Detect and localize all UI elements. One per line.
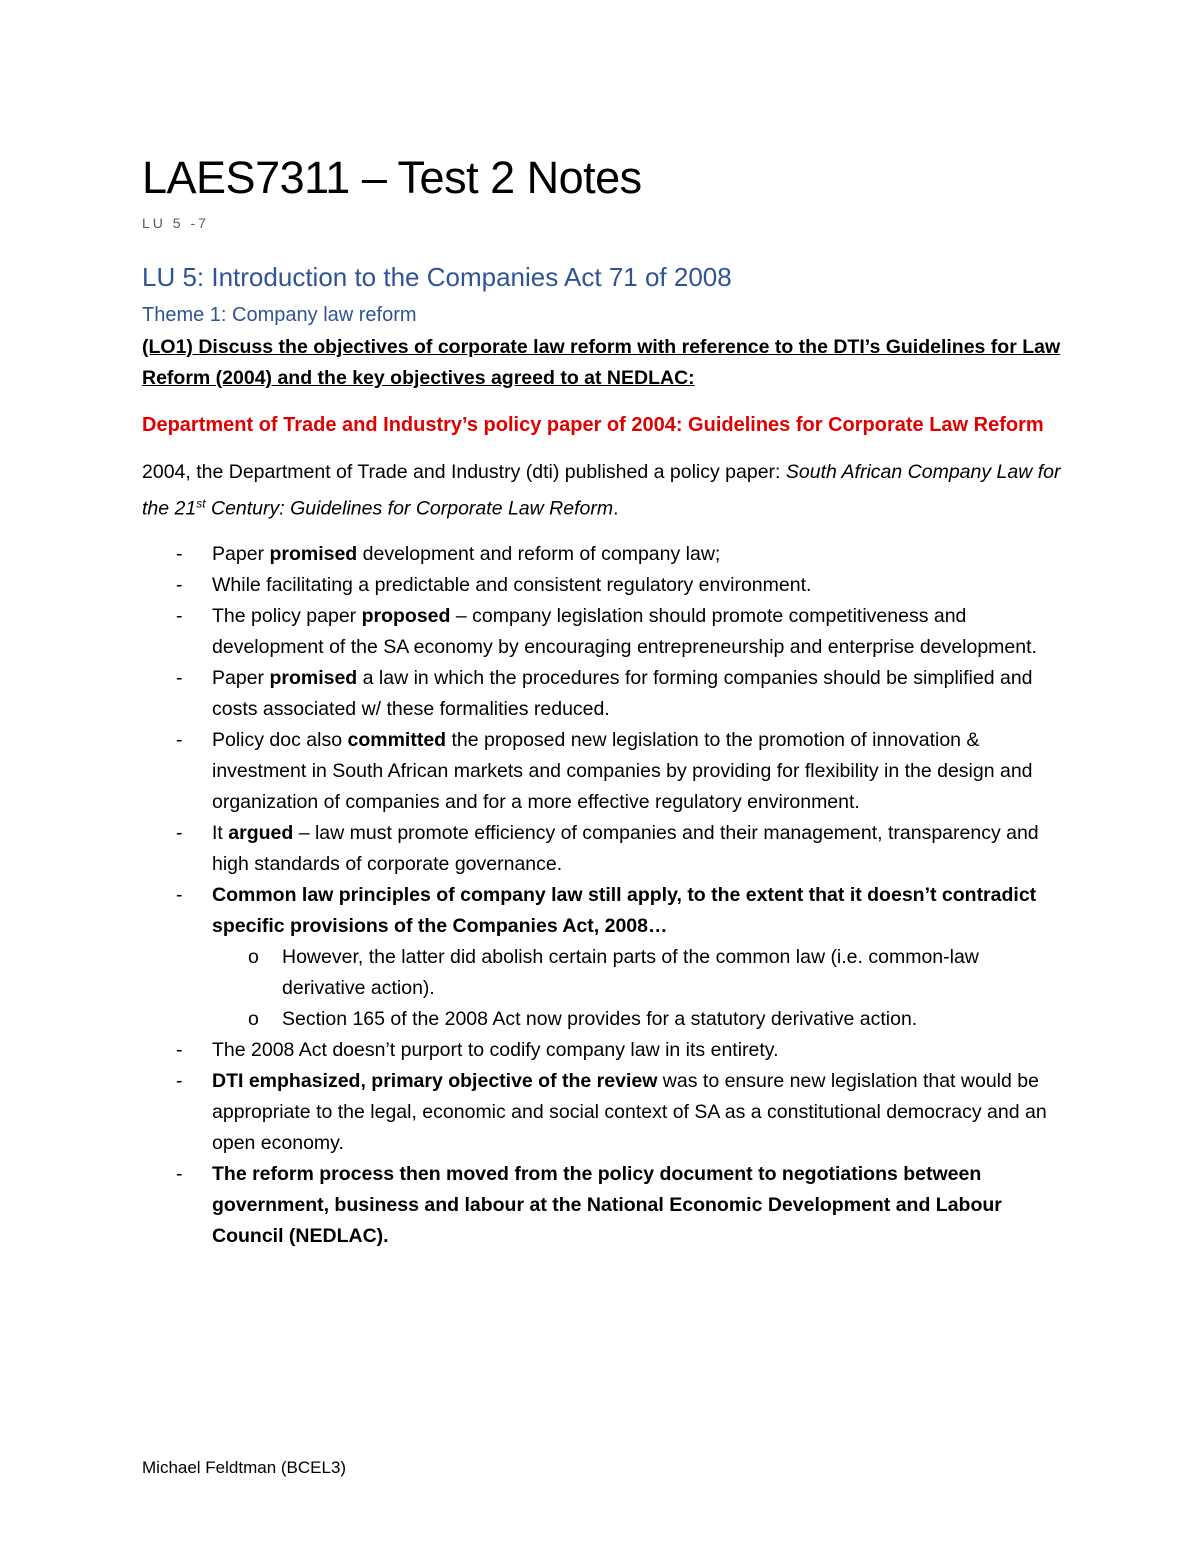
list-item: - Paper promised development and reform of company law; <box>142 539 1062 570</box>
sub-bullet-list <box>212 942 1062 1035</box>
list-item: - DTI emphasized, primary objective of the review was to ensure new legislation that would be appropriate to the legal, economic and social context of SA as a constitutional democracy and an open economy. <box>142 1066 1062 1159</box>
sub-list-item: o Section 165 of the 2008 Act now provides for a statutory derivative action. <box>212 1004 1062 1035</box>
intro-lead: 2004, the Department of Trade and Industry (dti) published a policy paper: <box>142 461 786 483</box>
page-footer: Michael Feldtman (BCEL3) <box>142 1458 347 1477</box>
list-item: - The policy paper proposed – company legislation should promote competitiveness and development of the SA economy by encouraging entrepreneurship and enterprise development. <box>142 601 1062 663</box>
bullet-marker: - <box>176 1038 183 1061</box>
bullet-marker: - <box>176 1162 183 1185</box>
section-heading: LU 5: Introduction to the Companies Act 71 of 2008 <box>142 262 732 292</box>
list-item: - Policy doc also committed the proposed new legislation to the promotion of innovation & investment in South African markets and companies by providing for flexibility in the design and organization of companies and for a more effective regulatory environment. <box>142 725 1062 818</box>
intro-end: . <box>613 497 619 520</box>
bullet-marker: - <box>176 573 183 596</box>
list-item: - It argued – law must promote efficiency of companies and their management, transparency and high standards of corporate governance. <box>142 818 1062 880</box>
intro-paragraph <box>142 457 1062 525</box>
list-item: - Common law principles of company law still apply, to the extent that it doesn’t contradict specific provisions of the Companies Act, 2008… o However, the latter did abolish certain parts of the common law (i.e. common-law derivative action). o Section 165 of the 2008 Act now provides for a statutory derivative action. <box>142 880 1062 1035</box>
document-subtitle: LU 5 -7 <box>142 215 209 231</box>
intro-title-a: South African Company Law for the 21 <box>142 461 1061 520</box>
list-item: - Paper promised a law in which the procedures for forming companies should be simplified and costs associated w/ these formalities reduced. <box>142 663 1062 725</box>
bullet-marker: - <box>176 604 183 627</box>
intro-sup: st <box>196 496 206 510</box>
list-item: - The reform process then moved from the policy document to negotiations between government, business and labour at the National Economic Development and Labour Council (NEDLAC). <box>142 1159 1062 1252</box>
theme-heading: Theme 1: Company law reform <box>142 304 417 326</box>
document-title: LAES7311 – Test 2 Notes <box>142 152 642 203</box>
list-item: - While facilitating a predictable and consistent regulatory environment. <box>142 570 1062 601</box>
policy-paper-heading: Department of Trade and Industry’s policy paper of 2004: Guidelines for Corporate Law Reform <box>142 414 1044 436</box>
intro-title-b: Century: Guidelines for Corporate Law Reform <box>205 497 614 520</box>
bullet-marker: - <box>176 666 183 689</box>
page-content <box>142 150 1062 1252</box>
sub-list-item: o However, the latter did abolish certain parts of the common law (i.e. common-law derivative action). <box>212 942 1062 1004</box>
list-item: - The 2008 Act doesn’t purport to codify company law in its entirety. <box>142 1035 1062 1066</box>
bullet-marker: - <box>176 883 183 906</box>
sub-bullet-marker: o <box>248 1007 259 1030</box>
sub-bullet-marker: o <box>248 945 259 968</box>
learning-outcome: (LO1) Discuss the objectives of corporate law reform with reference to the DTI’s Guidelines for Law Reform (2004) and the key objectives agreed to at NEDLAC: <box>142 336 1061 389</box>
bullet-list <box>142 539 1062 1252</box>
bullet-marker: - <box>176 821 183 844</box>
bullet-marker: - <box>176 728 183 751</box>
bullet-marker: - <box>176 542 183 565</box>
bullet-marker: - <box>176 1069 183 1092</box>
